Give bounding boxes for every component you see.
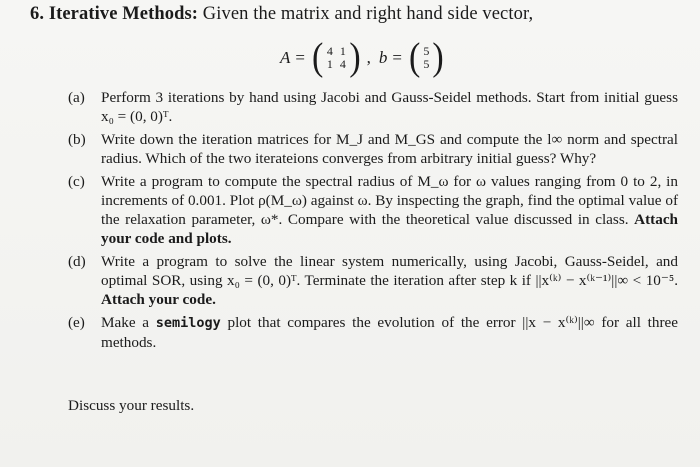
part-b [68, 130, 678, 168]
right-paren: ) [349, 36, 361, 79]
part-d [68, 252, 678, 309]
matrix-entry: 1 [326, 57, 333, 71]
part-text: Write a program to compute the spectral radius of M_ω for ω values ranging from 0 to 2, in increments of 0.001. Plot ρ(M_ω) against ω. By inspecting the graph, find the optimal value of the relaxation parameter, ω*. Compare with the theoretical value discussed in class. [101, 173, 678, 228]
separator: , [366, 48, 371, 67]
part-text: Write a program to solve the linear system numerically, using Jacobi, Gauss-Seidel, and optimal SOR, using x₀ = (0, 0)ᵀ. Terminate the iteration after step k if ||x⁽ᵏ⁾ − x⁽ᵏ⁻¹⁾||∞ < 10⁻⁵. [101, 253, 678, 289]
matrix-entry: 1 [339, 44, 346, 58]
part-label: (c) [68, 173, 85, 190]
closing-instruction: Discuss your results. [68, 397, 195, 414]
matrix-entries [323, 45, 349, 71]
problem-parts [68, 88, 678, 356]
part-label: (b) [68, 131, 86, 148]
left-paren: ( [311, 36, 324, 79]
matrix-a [311, 36, 361, 79]
vector-entry: 5 [423, 44, 430, 58]
right-paren: ) [432, 36, 444, 79]
part-text-continued: plot that compares the evolution of the error ||x − x⁽ᵏ⁾||∞ for all three methods. [101, 314, 679, 351]
problem-intro: Given the matrix and right hand side vector, [202, 4, 534, 24]
attach-note: Attach your code and plots. [101, 211, 679, 247]
vector-name: b [378, 48, 388, 67]
part-text: Make a [101, 314, 150, 331]
vector-entries [420, 45, 432, 71]
part-c [68, 172, 678, 248]
part-label: (d) [68, 253, 86, 270]
matrix-entry: 4 [326, 44, 333, 58]
matrix-entry: 4 [339, 57, 346, 71]
left-paren: ( [408, 36, 421, 79]
vector-equals: = [392, 48, 402, 67]
part-label: (e) [68, 314, 85, 331]
problem-heading [30, 4, 533, 25]
part-body [101, 252, 678, 309]
part-body [101, 313, 678, 352]
part-body [101, 172, 678, 248]
attach-note: Attach your code. [101, 291, 216, 308]
problem-title: Iterative Methods: [48, 4, 199, 24]
part-label: (a) [68, 89, 85, 106]
code-keyword: semilogy [155, 315, 221, 331]
linear-system-display [280, 36, 446, 79]
part-a [68, 88, 678, 126]
part-e [68, 313, 678, 352]
vector-entry: 5 [423, 57, 430, 71]
matrix-name: A [280, 48, 291, 67]
part-text: Write down the iteration matrices for M_J and M_GS and compute the l∞ norm and spectral radius. Which of the two iterateions converges from arbitrary initial guess? Why? [101, 131, 678, 167]
problem-number: 6. [30, 4, 45, 24]
matrix-equals: = [295, 48, 305, 67]
vector-b [408, 36, 444, 79]
part-text: Perform 3 iterations by hand using Jacobi and Gauss-Seidel methods. Start from initial guess x₀ = (0, 0)ᵀ. [101, 89, 678, 125]
